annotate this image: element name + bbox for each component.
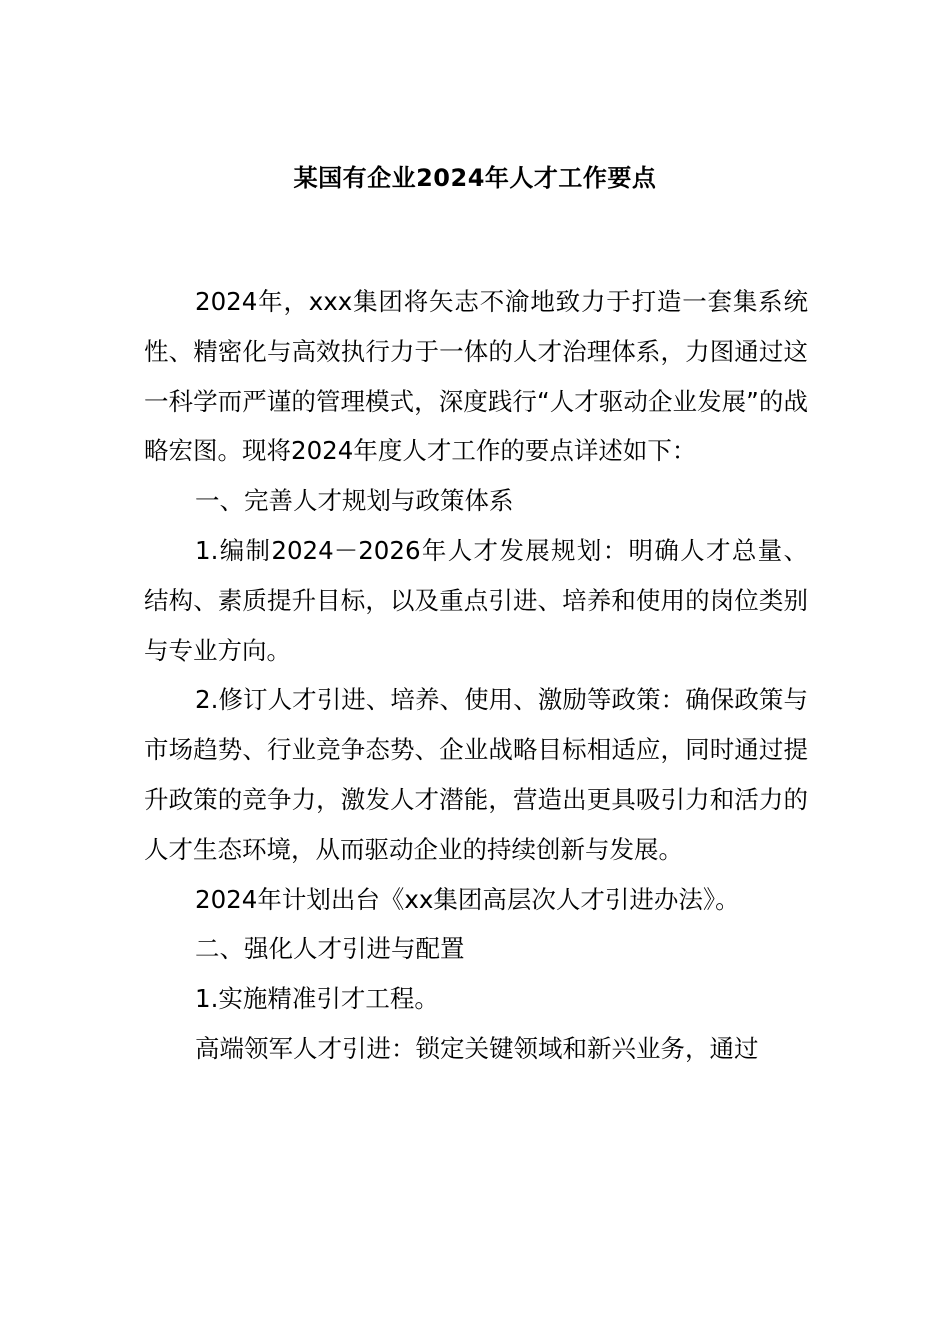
- document-body: [144, 277, 808, 1074]
- section-heading-1: 一、完善人才规划与政策体系: [195, 486, 514, 516]
- talent-introduction-paragraph: 高端领军人才引进：锁定关键领域和新兴业务，通过: [195, 1033, 759, 1063]
- intro-paragraph: 2024年，xxx集团将矢志不渝地致力于打造一套集系统性、精密化与高效执行力于一体的人才治理体系，力图通过这一科学而严谨的管理模式，深度践行“人才驱动企业发展”的战略宏图。现将2024年度人才工作的要点详述如下：: [144, 287, 808, 466]
- plan-2024-paragraph: 2024年计划出台《xx集团高层次人才引进办法》。: [195, 884, 740, 914]
- item-2-1-paragraph: 1.实施精准引才工程。: [195, 984, 439, 1014]
- section-heading-2: 二、强化人才引进与配置: [195, 934, 465, 964]
- document-title: 某国有企业2024年人才工作要点: [293, 164, 657, 192]
- item-1-2-paragraph: 2.修订人才引进、培养、使用、激励等政策：确保政策与市场趋势、行业竞争态势、企业战略目标相适应，同时通过提升政策的竞争力，激发人才潜能，营造出更具吸引力和活力的人才生态环境，从而驱动企业的持续创新与发展。: [144, 685, 808, 864]
- item-1-1-paragraph: 1.编制2024－2026年人才发展规划：明确人才总量、结构、素质提升目标，以及重点引进、培养和使用的岗位类别与专业方向。: [144, 535, 808, 665]
